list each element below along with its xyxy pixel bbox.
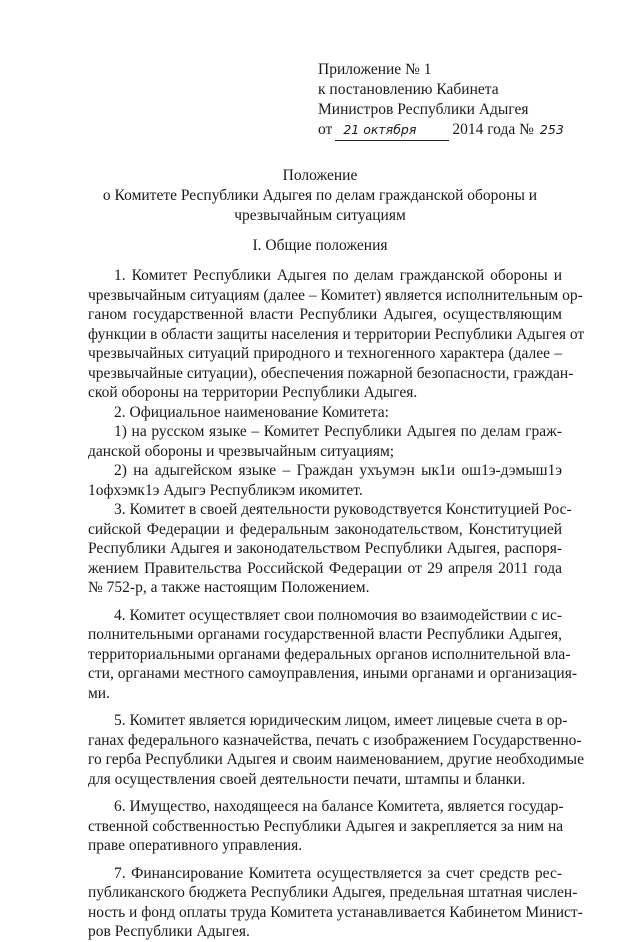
paragraph-line: ственной собственностью Республики Адыгея и закрепляется за ним на (88, 817, 564, 835)
document-title (0, 166, 640, 226)
appendix-block (318, 60, 564, 141)
document-body (88, 266, 585, 942)
paragraph-line: ность и фонд оплаты труда Комитета устанавливается Кабинетом Минист- (88, 903, 583, 921)
paragraph-line: функции в области защиты населения и территории Республики Адыгея от (88, 325, 585, 343)
paragraph-6 (88, 598, 577, 704)
handwritten-number: 253 (539, 122, 564, 137)
title-line-3: чрезвычайным ситуациям (234, 207, 406, 224)
paragraph-line: ми. (88, 684, 110, 702)
paragraph-line: ганом государственной власти Республики Адыгея, осуществляющим (88, 306, 562, 323)
paragraph-7 (88, 703, 584, 789)
paragraph-3 (88, 422, 562, 461)
paragraph-line: чрезвычайных ситуаций природного и техногенного характера (далее – (88, 345, 562, 362)
appendix-year-label: 2014 года № (452, 121, 534, 138)
paragraph-2 (88, 403, 562, 423)
section-heading: I. Общие положения (252, 237, 388, 254)
paragraph-line: ской обороны на территории Республики Адыгея. (88, 384, 418, 401)
paragraph-line: данской обороны и чрезвычайным ситуациям; (88, 442, 395, 460)
appendix-line-3: Министров Республики Адыгея (318, 101, 529, 118)
paragraph-line: для осуществления своей деятельности печати, штампы и бланки. (88, 770, 526, 788)
paragraph-line: Республики Адыгея и законодательством Республики Адыгея, распоря- (88, 540, 562, 557)
paragraph-line: 2. Официальное наименование Комитета: (114, 403, 389, 421)
paragraph-line: 1) на русском языке – Комитет Республики Адыгея по делам граж- (114, 423, 562, 440)
paragraph-line: 2) на адыгейском языке – Граждан ухъумэн ык1и ош1э-дэмыш1э (114, 462, 562, 479)
paragraph-line: публиканского бюджета Республики Адыгея, предельная штатная числен- (88, 884, 578, 901)
paragraph-9 (88, 856, 583, 942)
paragraph-line: территориальными органами федеральных органов исполнительной вла- (88, 645, 571, 663)
paragraph-line: чрезвычайным ситуациям (далее – Комитет) является исполнительным ор- (88, 286, 583, 304)
appendix-from-label: от (318, 121, 333, 138)
paragraph-1 (88, 266, 585, 403)
paragraph-line: ганах федерального казначейства, печать с изображением Государственно- (88, 731, 582, 749)
paragraph-8 (88, 789, 562, 856)
paragraph-line: 7. Финансирование Комитета осуществляется за счет средств рес- (114, 864, 562, 882)
title-line-1: Положение (282, 167, 358, 184)
paragraph-line: 1. Комитет Республики Адыгея по делам гражданской обороны и (114, 267, 562, 284)
appendix-line-4 (318, 120, 564, 141)
paragraph-line: жением Правительства Российской Федерации от 29 апреля 2011 года (88, 559, 562, 577)
paragraph-line: чрезвычайные ситуации), обеспечения пожарной безопасности, граждан- (88, 364, 574, 382)
appendix-line-1: Приложение № 1 (318, 61, 432, 78)
paragraph-line: сти, органами местного самоуправления, иными органами и организация- (88, 665, 577, 682)
paragraph-line: го герба Республики Адыгея и своим наименованием, другие необходимые (88, 751, 584, 768)
paragraph-line: № 752-р, а также настоящим Положением. (88, 579, 370, 596)
paragraph-line: ров Республики Адыгея. (88, 923, 250, 940)
paragraph-5 (88, 500, 572, 598)
handwritten-date: 21 октября (335, 120, 449, 141)
paragraph-line: 4. Комитет осуществляет свои полномочия во взаимодействии с ис- (114, 606, 562, 624)
paragraph-line: праве оперативного управления. (88, 837, 303, 854)
paragraph-4 (88, 461, 562, 500)
paragraph-line: полнительными органами государственной власти Республики Адыгея, (88, 626, 562, 643)
paragraph-line: 1офхэмк1э Адыгэ Республикэм икомитет. (88, 481, 363, 499)
paragraph-line: 5. Комитет является юридическим лицом, имеет лицевые счета в ор- (114, 712, 568, 729)
title-line-2: о Комитете Республики Адыгея по делам гражданской обороны и (102, 187, 538, 204)
paragraph-line: 3. Комитет в своей деятельности руководствуется Конституцией Рос- (114, 501, 572, 518)
appendix-line-2: к постановлению Кабинета (318, 81, 499, 98)
paragraph-line: 6. Имущество, находящееся на балансе Комитета, является государ- (114, 798, 564, 815)
paragraph-line: сийской Федерации и федеральным законодательством, Конституцией (88, 520, 562, 538)
